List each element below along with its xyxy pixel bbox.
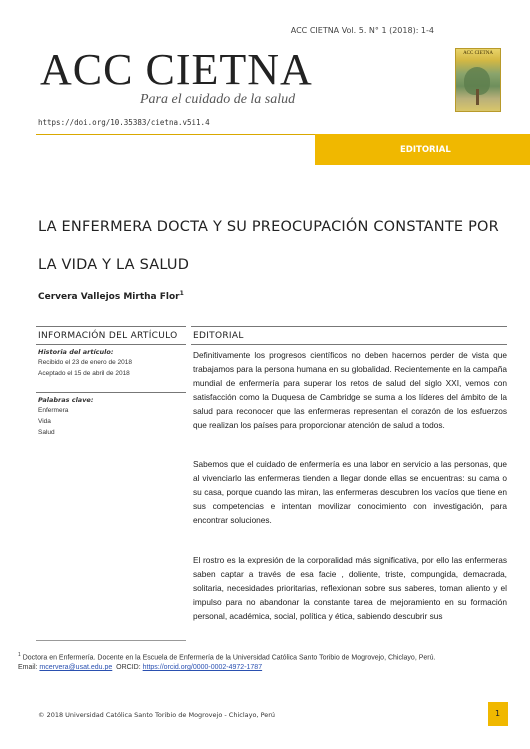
info-top-rule — [36, 326, 186, 327]
doi-link[interactable]: https://doi.org/10.35383/cietna.v5i1.4 — [38, 118, 210, 127]
info-head-rule — [36, 344, 186, 345]
keyword-item: Vida — [38, 418, 51, 425]
cover-title: ACC CIETNA — [463, 51, 493, 56]
received-date: Recibido el 23 de enero de 2018 — [38, 359, 132, 366]
accepted-date: Aceptado el 15 de abril de 2018 — [38, 370, 130, 377]
editorial-paragraph: Definitivamente los progresos científicos no deben hacernos perder de vista que trabajamos para la persona humana en su globalidad. Recientemente en la campaña mundial de enfermería para superar los retos de salud del siglo XXI, vemos con satisfacción como la Duquesa de Cambridge se suma a los líderes del ámbito de la salud para reconocer que las enfermeras representan el corazón de los esfuerzos que realizan los países para proporcionar atención de salud a todos. — [193, 350, 507, 431]
journal-reference: ACC CIETNA Vol. 5. N° 1 (2018): 1-4 — [290, 26, 434, 35]
footnote-rule — [36, 640, 186, 641]
keyword-item: Salud — [38, 429, 55, 436]
email-link[interactable]: mcervera@usat.edu.pe — [39, 664, 113, 672]
copyright-notice: © 2018 Universidad Católica Santo Toribio de Mogrovejo - Chiclayo, Perú — [38, 711, 276, 719]
keyword-item: Enfermera — [38, 407, 69, 414]
info-divider-rule — [36, 392, 186, 393]
editorial-head-rule — [191, 344, 507, 345]
editorial-top-rule — [191, 326, 507, 327]
article-title: LA ENFERMERA DOCTA Y SU PREOCUPACIÓN CONSTANTE POR LA VIDA Y LA SALUD — [38, 219, 499, 273]
cover-trunk-shape — [476, 89, 479, 105]
editorial-heading: EDITORIAL — [193, 331, 244, 341]
journal-logo-subtitle: Para el cuidado de la salud — [140, 92, 296, 107]
page-number: 1 — [495, 709, 501, 718]
orcid-link[interactable]: https://orcid.org/0000-0002-4972-1787 — [142, 664, 263, 672]
author-footnote — [18, 650, 518, 673]
author-name — [38, 290, 184, 302]
section-label: EDITORIAL — [400, 145, 451, 155]
author-footnote-marker: 1 — [179, 290, 184, 297]
journal-logo-title: ACC CIETNA — [40, 45, 313, 94]
author-name-text: Cervera Vallejos Mirtha Flor — [38, 292, 180, 302]
journal-cover-image — [455, 48, 501, 112]
footnote-text: Doctora en Enfermería. Docente en la Escuela de Enfermería de la Universidad Católica Santo Toribio de Mogrovejo, Chiclayo, Perú. — [22, 654, 436, 662]
footnote-marker: 1 — [18, 652, 21, 658]
editorial-paragraph: Sabemos que el cuidado de enfermería es una labor en servicio a las personas, que al vivenciarlo las enfermeras tienden a llegar donde ellas se encuentras: su cama o su casa, porque cuando las miran, las enfermeras descubren los vacíos que tiene en sus competencias e intentan movilizar conocimiento con investigación, para encontrar soluciones. — [193, 459, 507, 526]
editorial-paragraph: El rostro es la expresión de la corporalidad más significativa, por ello las enfermeras saben captar a través de esa facie , doliente, triste, compungida, demacrada, solitaria, necesidades prioritarias, reflexionan sobre sus saberes, toman aliento y el impulso para no abandonar la constante tarea de mejoramiento en su formación personal, académica, social, política y ética, sabiendo descubrir sus — [193, 555, 507, 622]
history-label: Historia del artículo: — [38, 348, 114, 356]
email-label: Email: — [18, 664, 38, 672]
header-rule — [36, 134, 316, 135]
keywords-label: Palabras clave: — [38, 396, 94, 404]
info-heading: INFORMACIÓN DEL ARTÍCULO — [38, 331, 178, 341]
orcid-label: ORCID: — [116, 664, 141, 672]
